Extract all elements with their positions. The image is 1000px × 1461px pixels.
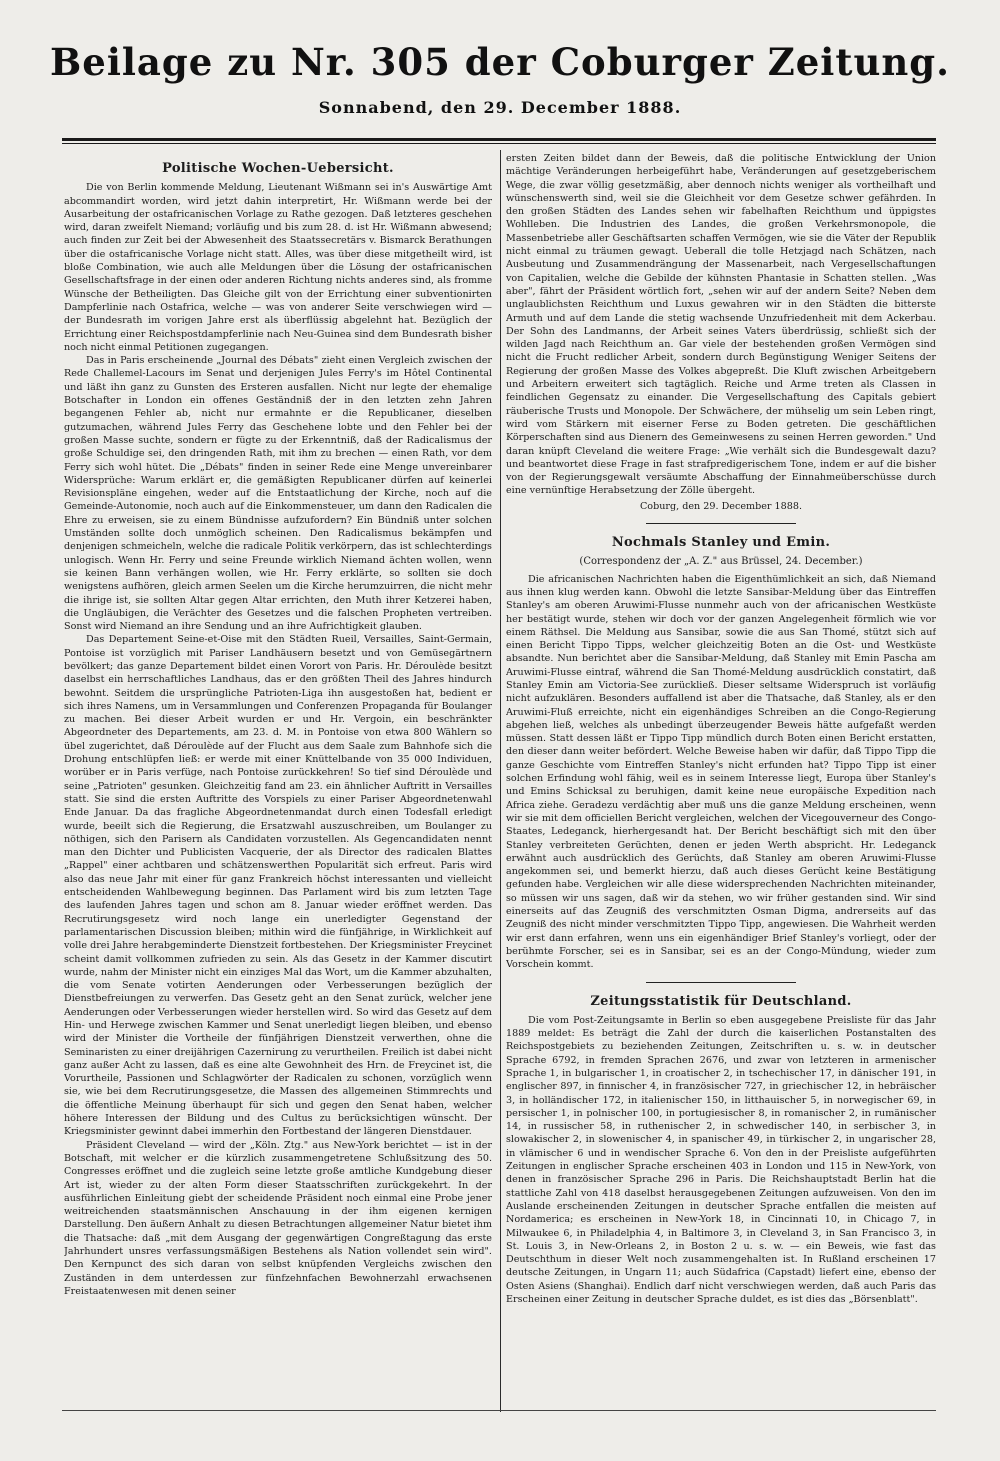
article-paragraph-continued: ersten Zeiten bildet dann der Beweis, daß die politische Entwicklung der Union mächtige Veränderungen herbeigeführt habe, Veränderungen auf gesetzgeberischem Wege, die zwar völlig gesetzmäßig, aber dennoch nichts weniger als vortheilhaft und wünschenswerth sind, weil sie die Gleichheit vor dem Gesetze schwer gefährden. In den großen Städten des Landes sehen wir fabelhaften Reichthum und üppigstes Wohlleben. Die Industrien des Landes, die großen Verkehrsmonopole, die Massenbetriebe aller Geschäftsarten schaffen Vermögen, wie sie die Väter der Republik nicht einmal zu träumen gewagt. Ueberall die tolle Hetzjagd nach Schätzen, nach Ausbeutung und Zusammendrängung der Massenarbeit, nach Vergesellschaftungen von Capitalien, welche die Gebilde der kühnsten Phantasie in Schatten stellen. „Was aber", fährt der Präsident wörtlich fort, „sehen wir auf der andern Seite? Neben dem unglaublichsten Reichthum und Luxus gewahren wir in den Städten die bitterste Armuth und auf dem Lande die stetig wachsende Unzufriedenheit mit dem Ackerbau. Der Sohn des Landmanns, der Arbeit seines Vaters überdrüssig, schließt sich der wilden Jagd nach Reichthum an. Gar viele der bestehenden großen Vermögen sind nicht die Frucht redlicher Arbeit, sondern durch Begünstigung Weniger Seitens der Regierung der großen Masse des Volkes abgepreßt. Die Kluft zwischen Arbeitgebern und Arbeitern erweitert sich tagtäglich. Reiche und Arme treten als Classen in feindlichen Gegensatz zu einander. Die Vergesellschaftung des Capitals gebiert räuberische Trusts und Monopole. Der Schwächere, der mühselig um sein Leben ringt, wird vom Stärkern mit eiserner Ferse zu Boden getreten. Die geschäftlichen Körperschaften sind aus Dienern des Gemeinwesens zu seinen Herren geworden." Und daran knüpft Cleveland die weitere Frage: „Wie verhält sich die Bundesgewalt dazu? und beantwortet diese Frage in fast strafpredigerischem Tone, indem er auf die bisher von der Regierungsgewalt versäumte Abschaffung der Einnahmeüberschüsse durch eine vernünftige Herabsetzung der Zölle übergeht. xyxy=(506,153,936,497)
article-heading-stanley-emin: Nochmals Stanley und Emin. xyxy=(611,535,831,551)
right-column xyxy=(506,152,936,1404)
article-paragraph: Die africanischen Nachrichten haben die Eigenthümlichkeit an sich, daß Niemand aus ihnen klug werden kann. Obwohl die letzte Sansibar-Meldung über das Eintreffen Stanley's am oberen Aruwimi-Flusse nunmehr auch von der africanischen Westküste her bestätigt wurde, stehen wir doch vor der ganzen Angelegenheit förmlich wie vor einem Räthsel. Die Meldung aus Sansibar, sowie die aus San Thomé, stützt sich auf einen Bericht Tippo Tipps, welcher gleichzeitig Boten an die Ost- und Westküste absandte. Nun berichtet aber die Sansibar-Meldung, daß Stanley mit Emin Pascha am Aruwimi-Flusse eintraf, während die San Thomé-Meldung ausdrücklich constatirt, daß Stanley Emin am Victoria-See zurückließ. Dieser seltsame Widerspruch ist vorläufig nicht aufzuklären. Besonders auffallend ist aber die Thatsache, daß Stanley, als er den Aruwimi-Fluß erreichte, nicht ein eigenhändiges Schreiben an die Congo-Regierung abgehen ließ, welches als unbedingt überzeugender Beweis hätte aufgefaßt werden müssen. Statt dessen läßt er Tippo Tipp mündlich durch Boten einen Bericht erstatten, den dieser dann weiter befördert. Welche Beweise haben wir dafür, daß Tippo Tipp die ganze Geschichte vom Eintreffen Stanley's nicht erfunden hat? Tippo Tipp ist einer solchen Erfindung wohl fähig, weil es in seinem Interesse liegt, Europa über Stanley's und Emins Schicksal zu beruhigen, damit keine neue europäische Expedition nach Africa ziehe. Geradezu verdächtig aber muß uns die ganze Meldung erscheinen, wenn wir sie mit dem officiellen Bericht vergleichen, welchen der Vicegouverneur des Congo-Staates, Ledeganck, hierhergesandt hat. Der Bericht beschäftigt sich mit den über Stanley verbreiteten Gerüchten, denen er jeden Werth abspricht. Hr. Ledeganck erwähnt auch ausdrücklich des Gerüchts, daß Stanley am oberen Aruwimi-Flusse angekommen sei, und bemerkt hierzu, daß auch dieses Gerücht keine Bestätigung gefunden habe. Vergleichen wir alle diese widersprechenden Nachrichten miteinander, so müssen wir uns sagen, daß wir da stehen, wo wir früher gestanden sind. Wir sind einerseits auf das Zeugniß des verschmitzten Osman Digma, andrerseits auf das Zeugniß des nicht minder verschmitzten Tippo Tipp, angewiesen. Die Wahrheit werden wir erst dann erfahren, wenn uns ein eigenhändiger Brief Stanley's vorliegt, oder der berühmte Forscher, sei es in Sansibar, sei es an der Congo-Mündung, wieder zum Vorschein kommt. xyxy=(506,573,936,971)
article-separator xyxy=(646,982,796,983)
dateline: Sonnabend, den 29. December 1888. xyxy=(318,98,682,117)
article-subheading: (Correspondenz der „A. Z." aus Brüssel, 24. December.) xyxy=(579,556,863,568)
article-paragraph: Präsident Cleveland — wird der „Köln. Ztg." aus New-York berichtet — ist in der Botschaft, mit welcher er die kürzlich zusammengetretene Schlußsitzung des 50. Congresses eröffnet und die zugleich seine letzte große amtliche Kundgebung dieser Art ist, wieder zu der alten Form dieser Staatsschriften zurückgekehrt. In der ausführlichen Einleitung giebt der scheidende Präsident noch einmal eine Probe jener weitreichenden staatsmännischen Anschauung in der ihm eigenen kernigen Darstellung. Den äußern Anhalt zu diesen Betrachtungen allgemeiner Natur bietet ihm die Thatsache: daß „mit dem Ausgang der gegenwärtigen Congreßtagung das erste Jahrhundert unsres verfassungsmäßigen Bestehens als Nation vollendet sein wird". Den Kernpunct des sich daran von selbst knüpfenden Vergleichs zwischen den Zuständen in dem unterdessen zur fünfzehnfachen Bewohnerzahl erwachsenen Freistaatenwesen mit denen seiner xyxy=(64,1139,492,1297)
article-separator xyxy=(646,523,796,524)
article-heading-zeitungsstatistik: Zeitungsstatistik für Deutschland. xyxy=(590,993,852,1009)
left-column xyxy=(64,152,492,1404)
article-paragraph: Die vom Post-Zeitungsamte in Berlin so eben ausgegebene Preisliste für das Jahr 1889 meldet: Es beträgt die Zahl der durch die kaiserlichen Postanstalten des Reichspostgebiets zu beziehenden Zeitungen, Zeitschriften u. s. w. in deutscher Sprache 6792, in fremden Sprachen 2676, und zwar von letzteren in armenischer Sprache 1, in bulgarischer 1, in croatischer 2, in tschechischer 17, in dänischer 191, in englischer 897, in finnischer 4, in französischer 727, in griechischer 12, in hebräischer 3, in holländischer 172, in italienischer 150, in litthauischer 5, in norwegischer 69, in persischer 1, in polnischer 100, in portugiesischer 8, in romanischer 2, in rumänischer 14, in russischer 58, in ruthenischer 2, in schwedischer 140, in serbischer 3, in slowakischer 2, in slowenischer 4, in spanischer 49, in türkischer 2, in ungarischer 28, in vlämischer 6 und in wendischer Sprache 6. Von den in der Preisliste aufgeführten Zeitungen in englischer Sprache erscheinen 403 in London und 115 in New-York, von denen in französischer Sprache 296 in Paris. Die Reichshauptstadt Berlin hat die stattliche Zahl von 418 daselbst herausgegebenen Zeitungen aufzuweisen. Von den im Auslande erscheinenden Zeitungen in deutscher Sprache entfallen die meisten auf Nordamerica; es erscheinen in New-York 18, in Cincinnati 10, in Chicago 7, in Milwaukee 6, in Philadelphia 4, in Baltimore 3, in Cleveland 3, in San Francisco 3, in St. Louis 3, in New-Orleans 2, in Boston 2 u. s. w. — ein Beweis, wie fast das Deutschthum in dieser Welt noch zusammengehalten ist. In Rußland erscheinen 17 deutsche Zeitungen, in Ungarn 11; auch Südafrica (Capstadt) liefert eine, ebenso der Osten Asiens (Shanghai). Endlich darf nicht verschwiegen werden, daß auch Paris das Erscheinen einer Zeitung in deutscher Sprache duldet, es ist dies das „Börsenblatt". xyxy=(506,1014,936,1306)
article-paragraph: Das Departement Seine-et-Oise mit den Städten Rueil, Versailles, Saint-Germain, Pontoise ist vorzüglich mit Pariser Landhäusern besetzt und von Gemüsegärtnern bevölkert; das ganze Departement bildet einen Vorort von Paris. Hr. Déroulède besitzt daselbst ein herrschaftliches Landhaus, das er den größten Theil des Jahres hindurch bewohnt. Seitdem die ursprüngliche Patrioten-Liga ihn ausgestoßen hat, bedient er sich ihres Namens, um in Versammlungen und Conferenzen Propaganda für Boulanger zu machen. Bei dieser Arbeit wurden er und Hr. Vergoin, ein beschränkter Abgeordneter des Departements, am 23. d. M. in Pontoise von etwa 800 Wählern so übel zugerichtet, daß Déroulède auf der Flucht aus dem Saale zum Bahnhofe sich die Drohung entschlüpfen ließ: er werde mit einer Knüttelbande von 35 000 Individuen, worüber er in Paris verfüge, nach Pontoise zurückkehren! So tief sind Déroulède und seine „Patrioten" gesunken. Gleichzeitig fand am 23. ein ähnlicher Auftritt in Versailles statt. Sie sind die ersten Auftritte des Vorspiels zu einer Pariser Abgeordnetenwahl Ende Januar. Da das fragliche Abgeordnetenmandat durch einen Todesfall erledigt wurde, beeilt sich die Regierung, die Ersatzwahl auszuschreiben, um Boulanger zu nöthigen, sich den Parisern als Candidaten vorzustellen. Als Gegencandidaten nennt man den Dichter und Publicisten Vacquerie, der als Director des radicalen Blattes „Rappel" einer achtbaren und schätzenswerthen Popularität sich erfreut. Paris wird also das neue Jahr mit einer für ganz Frankreich höchst interessanten und vielleicht entscheidenden Wahlbewegung beginnen. Das Parlament wird bis zum letzten Tage des laufenden Jahres tagen und schon am 8. Januar wieder eröffnet werden. Das Recrutirungsgesetz wird noch lange ein unerledigter Gegenstand der parlamentarischen Discussion bleiben; mithin wird die fünfjährige, in Wirklichkeit auf volle drei Jahre herabgeminderte Dienstzeit fortbestehen. Der Kriegsminister Freycinet scheint damit vollkommen zufrieden zu sein. Als das Gesetz in der Kammer discutirt wurde, nahm der Minister nicht ein einziges Mal das Wort, um die Kammer abzuhalten, die vom Senate votirten Aenderungen oder Verbesserungen bezüglich der Dienstbefreiungen zu verwerfen. Das Gesetz geht an den Senat zurück, welcher jene Aenderungen oder Verbesserungen wieder herstellen wird. So wird das Gesetz auf dem Hin- und Herwege zwischen Kammer und Senat unerledigt liegen bleiben, und ebenso wird der Minister die Vortheile der fünfjährigen Dienstzeit verwerthen, ohne die Seminaristen zu einer dreijährigen Cazernirung zu verurtheilen. Freilich ist dabei nicht ganz außer Acht zu lassen, daß es eine alte Gewohnheit des Hrn. de Freycinet ist, die Vorurtheile, Passionen und Schlagwörter der Radicalen zu schonen, vorzüglich wenn sie, wie bei dem Recrutirungsgesetze, die Massen des allgemeinen Stimmrechts und die öffentliche Meinung überhaupt für sich und gegen den Senat haben, welcher höhere Interessen der Bildung und des Cultus zu berücksichtigen wünscht. Der Kriegsminister gewinnt dabei immerhin den Fortbestand der längeren Dienstdauer. xyxy=(64,634,492,1138)
article-signature: Coburg, den 29. December 1888. xyxy=(639,500,803,512)
masthead-title: Beilage zu Nr. 305 der Coburger Zeitung. xyxy=(50,40,950,84)
column-divider xyxy=(500,150,501,1412)
masthead-rule-thin xyxy=(62,143,936,144)
bottom-rule xyxy=(62,1410,936,1411)
article-heading-politische-wochen-uebersicht: Politische Wochen-Uebersicht. xyxy=(162,161,394,176)
masthead-rule-thick xyxy=(62,138,936,141)
article-paragraph: Die von Berlin kommende Meldung, Lieutenant Wißmann sei in's Auswärtige Amt abcommandirt worden, wird jetzt dahin interpretirt, Hr. Wißmann werde bei der Ausarbeitung der ostafricanischen Vorlage zu Rathe gezogen. Daß letzteres geschehen wird, daran zweifelt Niemand; vorläufig und bis zum 28. d. ist Hr. Wißmann abwesend; auch finden zur Zeit bei der Abwesenheit des Staatssecretärs v. Bismarck Berathungen über die ostafricanische Vorlage nicht statt. Alles, was über diese mitgetheilt wird, ist bloße Combination, wie auch alle Meldungen über die Lösung der ostafricanischen Gesellschaftsfrage in der einen oder anderen Richtung nichts anderes sind, als fromme Wünsche der Betheiligten. Das Gleiche gilt von der Errichtung einer subventionirten Dampferlinie nach Ostafrica, welche — was von anderer Seite verschwiegen wird — der Bundesrath im vorigen Jahre erst als überflüssig abgelehnt hat. Bezüglich der Errichtung einer Reichspostdampferlinie nach Neu-Guinea sind dem Bundesrath bisher noch nicht einmal Petitionen zugegangen. xyxy=(64,182,492,353)
article-paragraph: Das in Paris erscheinende „Journal des Débats" zieht einen Vergleich zwischen der Rede Challemel-Lacours im Senat und derjenigen Jules Ferry's im Hôtel Continental und läßt ihn ganz zu Gunsten des Ersteren ausfallen. Nicht nur legte der ehemalige Botschafter in London ein offenes Geständniß der in den letzten zehn Jahren begangenen Fehler ab, nicht nur ermahnte er die Republicaner, dieselben gutzumachen, während Jules Ferry das Geschehene lobte und den Fehler bei der großen Masse suchte, sondern er fügte zu der Erkenntniß, daß der Radicalismus der große Schuldige sei, den dringenden Rath, mit ihm zu brechen — einen Rath, vor dem Ferry sich wohl hütet. Die „Débats" finden in seiner Rede eine Menge unvereinbarer Widersprüche: Warum erklärt er, die gemäßigten Republicaner dürfen auf keinerlei Revisionspläne eingehen, weder auf die Entstaatlichung der Kirche, noch auf die Gemeinde-Autonomie, noch auch auf die Einkommensteuer, um dann den Radicalen die Ehre zu erweisen, sie zu einem Bündnisse aufzufordern? Ein Bündniß unter solchen Umständen sollte doch unmöglich scheinen. Den Radicalismus bekämpfen und denjenigen schmeicheln, welche die radicale Politik verkörpern, das ist schlechterdings unlogisch. Wenn Hr. Ferry und seine Freunde wirklich Niemand ächten wollen, wenn sie keinen Bann verhängen wollen, wie Hr. Ferry erklärte, so sollten sie doch wenigstens aufhören, gleich armen Seelen um die Kirche herumzuirren, die nicht mehr die ihrige ist, sie sollten Altar gegen Altar errichten, den Muth ihrer Ketzerei haben, die Ungläubigen, die Verächter des Gesetzes und die falschen Propheten vertreiben. Sonst wird Niemand an ihre Sendung und an ihre Aufrichtigkeit glauben. xyxy=(64,355,492,633)
